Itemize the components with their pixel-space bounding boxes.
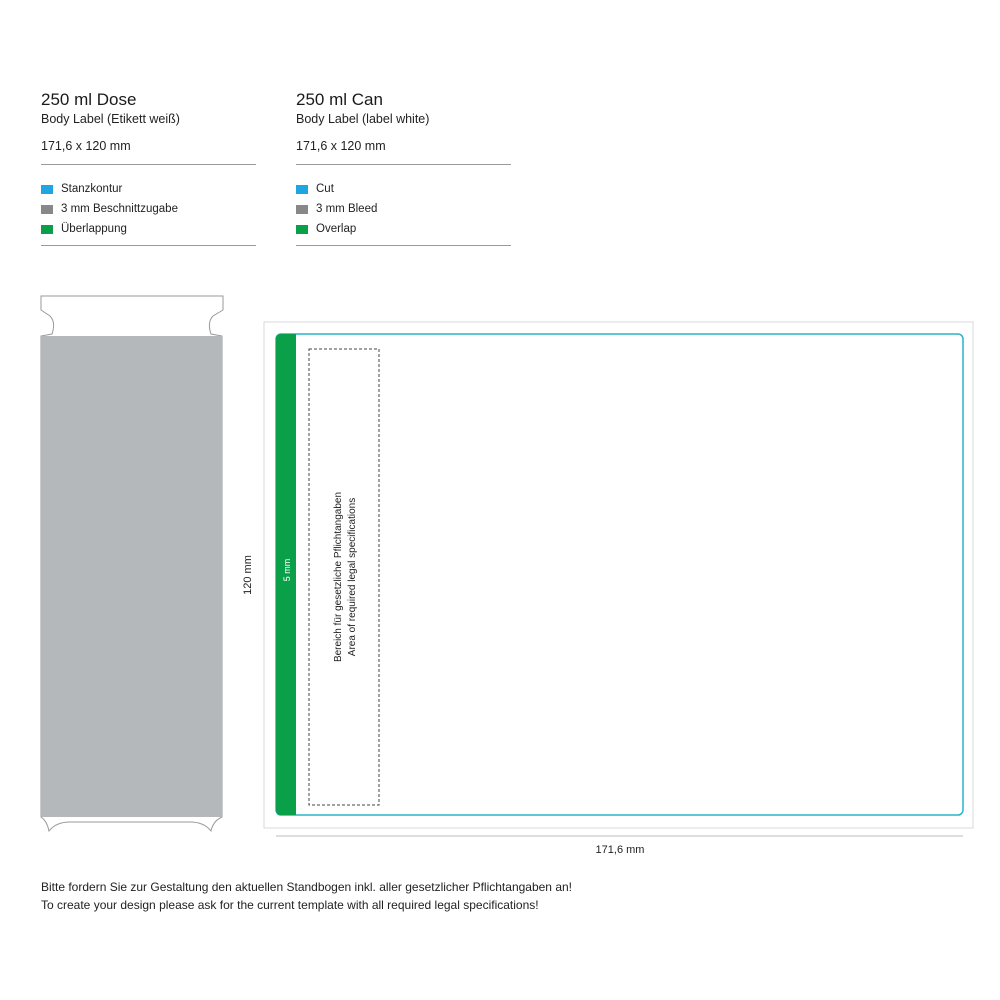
overlap-label: 5 mm xyxy=(282,558,292,582)
legend-label: 3 mm Beschnittzugabe xyxy=(61,203,178,215)
required-area-label-de: Bereich für gesetzliche Pflichtangaben xyxy=(333,491,344,663)
footer-note xyxy=(41,878,572,914)
title-en: 250 ml Can xyxy=(296,90,383,109)
size-de: 171,6 x 120 mm xyxy=(41,139,131,153)
legend-label: Cut xyxy=(316,183,334,195)
legend-label: Überlappung xyxy=(61,223,127,235)
title-de: 250 ml Dose xyxy=(41,90,137,109)
height-label: 120 mm xyxy=(242,555,254,595)
legend-label: Overlap xyxy=(316,223,357,235)
width-label: 171,6 mm xyxy=(595,844,645,856)
can-body xyxy=(41,336,222,817)
subtitle-de: Body Label (Etikett weiß) xyxy=(41,112,180,126)
legend-label: Stanzkontur xyxy=(61,183,123,195)
footer-line-de: Bitte fordern Sie zur Gestaltung den aktuellen Standbogen inkl. aller gesetzlicher Pflichtangaben an! xyxy=(41,880,572,894)
subtitle-en: Body Label (label white) xyxy=(296,112,430,126)
footer-line-en: To create your design please ask for the current template with all required legal specifications! xyxy=(41,898,539,912)
legend-label: 3 mm Bleed xyxy=(316,203,378,215)
size-en: 171,6 x 120 mm xyxy=(296,139,386,153)
required-area-label-en: Area of required legal specifications xyxy=(347,497,358,657)
